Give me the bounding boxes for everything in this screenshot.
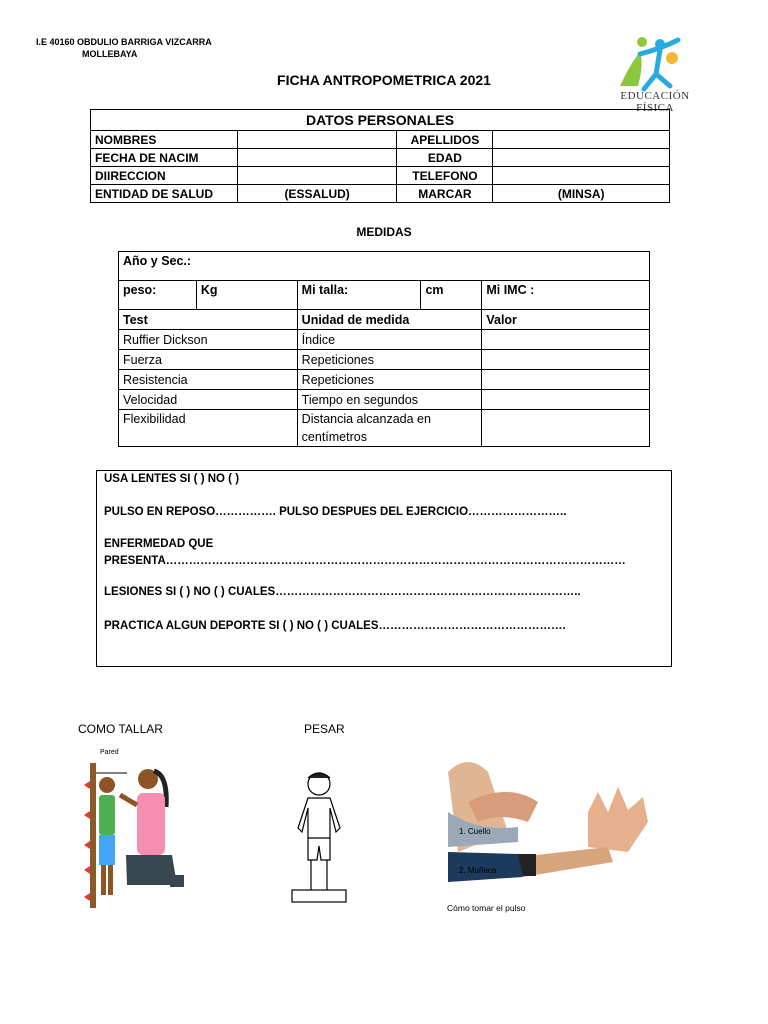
question-enfermedad-line[interactable]: PRESENTA…………………………………………………………………………………………………………	[104, 555, 626, 567]
test-name: Velocidad	[119, 390, 298, 410]
question-lentes[interactable]: USA LENTES SI ( ) NO ( )	[104, 473, 240, 485]
test-unit: Distancia alcanzada en centímetros	[297, 410, 482, 447]
test-name: Flexibilidad	[119, 410, 298, 447]
field-telefono[interactable]	[493, 167, 670, 185]
col-unidad: Unidad de medida	[297, 310, 482, 330]
field-edad[interactable]	[493, 149, 670, 167]
label-telefono: TELEFONO	[397, 167, 493, 185]
label-edad: EDAD	[397, 149, 493, 167]
label-talla: Mi talla:	[297, 281, 421, 310]
table-row	[119, 410, 650, 447]
field-fecha[interactable]	[237, 149, 397, 167]
test-value[interactable]	[482, 330, 650, 350]
label-kg: Kg	[196, 281, 297, 310]
test-unit: Índice	[297, 330, 482, 350]
personal-data-table	[90, 109, 670, 203]
test-unit: Repeticiones	[297, 370, 482, 390]
label-fecha: FECHA DE NACIM	[91, 149, 238, 167]
col-valor: Valor	[482, 310, 650, 330]
question-pulso[interactable]: PULSO EN REPOSO……………. PULSO DESPUES DEL EJERCICIO……………………..	[104, 506, 567, 518]
label-peso: peso:	[119, 281, 197, 310]
label-direccion: DIIRECCION	[91, 167, 238, 185]
label-anio[interactable]: Año y Sec.:	[119, 252, 650, 281]
test-value[interactable]	[482, 410, 650, 447]
label-nombres: NOMBRES	[91, 131, 238, 149]
label-muneca: 2. Muñeca	[459, 866, 497, 875]
label-marcar: MARCAR	[397, 185, 493, 203]
taking-pulse-illustration	[448, 752, 666, 900]
label-pesar: PESAR	[304, 722, 345, 736]
weighing-illustration	[284, 768, 354, 906]
label-entidad: ENTIDAD DE SALUD	[91, 185, 238, 203]
test-name: Ruffier Dickson	[119, 330, 298, 350]
label-apellidos: APELLIDOS	[397, 131, 493, 149]
measures-table	[118, 251, 650, 447]
test-name: Resistencia	[119, 370, 298, 390]
pulse-caption: Cómo tomar el pulso	[447, 903, 526, 913]
label-cuello: 1. Cuello	[459, 827, 491, 836]
field-apellidos[interactable]	[493, 131, 670, 149]
label-como-tallar: COMO TALLAR	[78, 722, 163, 736]
table-row	[119, 330, 650, 350]
table-row	[119, 370, 650, 390]
test-name: Fuerza	[119, 350, 298, 370]
school-line-2: MOLLEBAYA	[82, 49, 138, 59]
question-deporte[interactable]: PRACTICA ALGUN DEPORTE SI ( ) NO ( ) CUALES………………………………………….	[104, 620, 566, 632]
test-unit: Repeticiones	[297, 350, 482, 370]
question-enfermedad: ENFERMEDAD QUE	[104, 538, 214, 550]
field-direccion[interactable]	[237, 167, 397, 185]
label-pared: Pared	[100, 749, 119, 756]
personal-heading: DATOS PERSONALES	[91, 110, 670, 131]
table-row	[119, 350, 650, 370]
measuring-height-illustration	[82, 745, 192, 910]
school-line-1: I.E 40160 OBDULIO BARRIGA VIZCARRA	[36, 37, 212, 47]
test-value[interactable]	[482, 370, 650, 390]
label-cm: cm	[421, 281, 482, 310]
field-nombres[interactable]	[237, 131, 397, 149]
logo-text: EDUCACIÓN FÍSICA	[620, 90, 690, 114]
test-unit: Tiempo en segundos	[297, 390, 482, 410]
test-value[interactable]	[482, 390, 650, 410]
page-title: FICHA ANTROPOMETRICA 2021	[277, 72, 491, 88]
school-name	[36, 36, 212, 60]
health-questions-box	[96, 470, 672, 667]
option-minsa[interactable]: (MINSA)	[493, 185, 670, 203]
test-value[interactable]	[482, 350, 650, 370]
education-logo	[600, 34, 710, 114]
col-test: Test	[119, 310, 298, 330]
label-imc: Mi IMC :	[482, 281, 650, 310]
question-lesiones[interactable]: LESIONES SI ( ) NO ( ) CUALES……………………………………………………………………..	[104, 586, 581, 598]
medidas-title: MEDIDAS	[356, 225, 412, 239]
logo-figures-icon	[600, 34, 710, 94]
table-row	[119, 390, 650, 410]
option-essalud[interactable]: (ESSALUD)	[237, 185, 397, 203]
